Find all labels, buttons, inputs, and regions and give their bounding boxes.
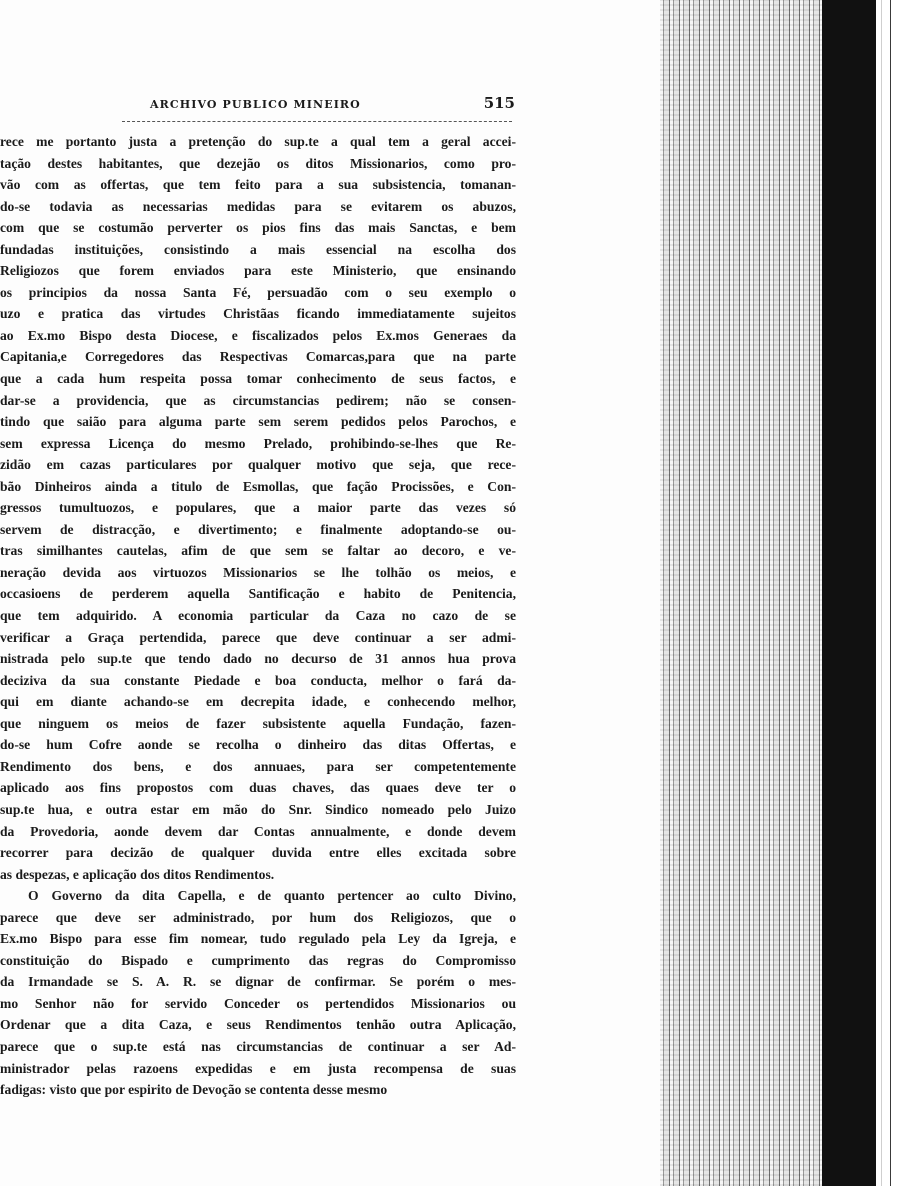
- text-line: Religiozos que forem enviados para este Ministerio, que ensinando: [0, 263, 516, 279]
- text-line: neração devida aos virtuozos Missionarios se lhe tolhão os meios, e: [0, 564, 516, 580]
- text-line: da Provedoria, aonde devem dar Contas annualmente, e donde devem: [0, 823, 516, 839]
- text-line: que ninguem os meios de fazer subsistente aquella Fundação, fazen-: [0, 715, 516, 731]
- text-line: ao Ex.mo Bispo desta Diocese, e fiscalizados pelos Ex.mos Generaes da: [0, 327, 516, 343]
- text-line: occasioens de perderem aquella Santificação e habito de Penitencia,: [0, 586, 516, 602]
- text-line: mo Senhor não for servido Conceder os pertendidos Missionarios ou: [0, 995, 516, 1011]
- text-line: Rendimento dos bens, e dos annuaes, para ser competentemente: [0, 758, 516, 774]
- text-line: sup.te hua, e outra estar em mão do Snr. Sindico nomeado pelo Juizo: [0, 801, 516, 817]
- text-line: com que se costumão perverter os pios fins das mais Sanctas, e bem: [0, 220, 516, 236]
- text-line: da Irmandade se S. A. R. se dignar de confirmar. Se porém o mes-: [0, 974, 516, 990]
- text-line: dar-se a providencia, que as circumstancias pedirem; não se consen-: [0, 392, 516, 408]
- adjacent-page-edge: [660, 0, 822, 1186]
- text-line: as despezas, e aplicação dos ditos Rendimentos.: [0, 866, 275, 882]
- text-line: verificar a Graça pertendida, parece que deve continuar a ser admi-: [0, 629, 516, 645]
- page-header: [150, 94, 515, 114]
- page-number: 515: [483, 94, 515, 112]
- text-line: Capitania,e Corregedores das Respectivas Comarcas,para que na parte: [0, 349, 516, 365]
- text-line: Ordenar que a dita Caza, e seus Rendimentos tenhão outra Aplicação,: [0, 1017, 516, 1033]
- text-line: aplicado aos fins propostos com duas chaves, das quaes deve ter o: [0, 780, 516, 796]
- text-line: bão Dinheiros ainda a titulo de Esmollas, que fação Procissões, e Con-: [0, 478, 516, 494]
- text-line: O Governo da dita Capella, e de quanto pertencer ao culto Divino,: [28, 888, 516, 904]
- text-line: gressos tumultuozos, e populares, que a maior parte das vezes só: [0, 500, 516, 516]
- text-line: vão com as offertas, que tem feito para a sua subsistencia, tomanan-: [0, 177, 516, 193]
- text-line: recorrer para decizão de qualquer duvida entre elles excitada sobre: [0, 845, 516, 861]
- text-line: servem de distracção, e divertimento; e finalmente adoptando-se ou-: [0, 521, 516, 537]
- text-line: parece que o sup.te está nas circumstancias de continuar a ser Ad-: [0, 1038, 516, 1054]
- text-line: do-se todavia as necessarias medidas para se evitarem os abuzos,: [0, 198, 516, 214]
- text-line: parece que deve ser administrado, por hum dos Religiozos, que o: [0, 909, 516, 925]
- text-line: do-se hum Cofre aonde se recolha o dinheiro das ditas Offertas, e: [0, 737, 516, 753]
- body-text: [0, 131, 516, 1101]
- text-line: os principios da nossa Santa Fé, persuadão com o seu exemplo o: [0, 284, 516, 300]
- text-line: zidão em cazas particulares por qualquer motivo que seja, que rece-: [0, 457, 516, 473]
- text-line: sem expressa Licença do mesmo Prelado, prohibindo-se-lhes que Re-: [0, 435, 516, 451]
- book-spine-shadow: [822, 0, 876, 1186]
- text-line: nistrada pelo sup.te que tendo dado no decurso de 31 annos hua prova: [0, 651, 516, 667]
- text-line: tras similhantes cautelas, afim de que sem se faltar ao decoro, e ve-: [0, 543, 516, 559]
- text-line: tindo que saião para alguma parte sem serem pedidos pelos Parochos, e: [0, 414, 516, 430]
- text-line: tação destes habitantes, que dezejão os ditos Missionarios, como pro-: [0, 155, 516, 171]
- text-line: que a cada hum respeita possa tomar conhecimento de seus factos, e: [0, 371, 516, 387]
- outer-page-edge: [876, 0, 908, 1186]
- book-binding-edge: [660, 0, 908, 1186]
- text-line: que tem adquirido. A economia particular da Caza no cazo de se: [0, 608, 516, 624]
- text-line: ministrador pelas razoens expedidas e em justa recompensa de suas: [0, 1060, 516, 1076]
- text-line: rece me portanto justa a pretenção do sup.te a qual tem a geral accei-: [0, 134, 516, 149]
- text-line: qui em diante achando-se em decrepita idade, e conhecendo melhor,: [0, 694, 516, 710]
- running-title: ARCHIVO PUBLICO MINEIRO: [150, 98, 361, 111]
- header-rule: [122, 121, 512, 122]
- text-line: fadigas: visto que por espirito de Devoção se contenta desse mesmo: [0, 1082, 388, 1098]
- text-line: deciziva da sua constante Piedade e boa conducta, melhor o fará da-: [0, 672, 516, 688]
- text-line: constituição do Bispado e cumprimento das regras do Compromisso: [0, 952, 516, 968]
- text-line: fundadas instituições, consistindo a mais essencial na escolha dos: [0, 241, 516, 257]
- text-line: uzo e pratica das virtudes Christãas ficando immediatamente sujeitos: [0, 306, 516, 322]
- text-line: Ex.mo Bispo para esse fim nomear, tudo regulado pela Ley da Igreja, e: [0, 931, 516, 947]
